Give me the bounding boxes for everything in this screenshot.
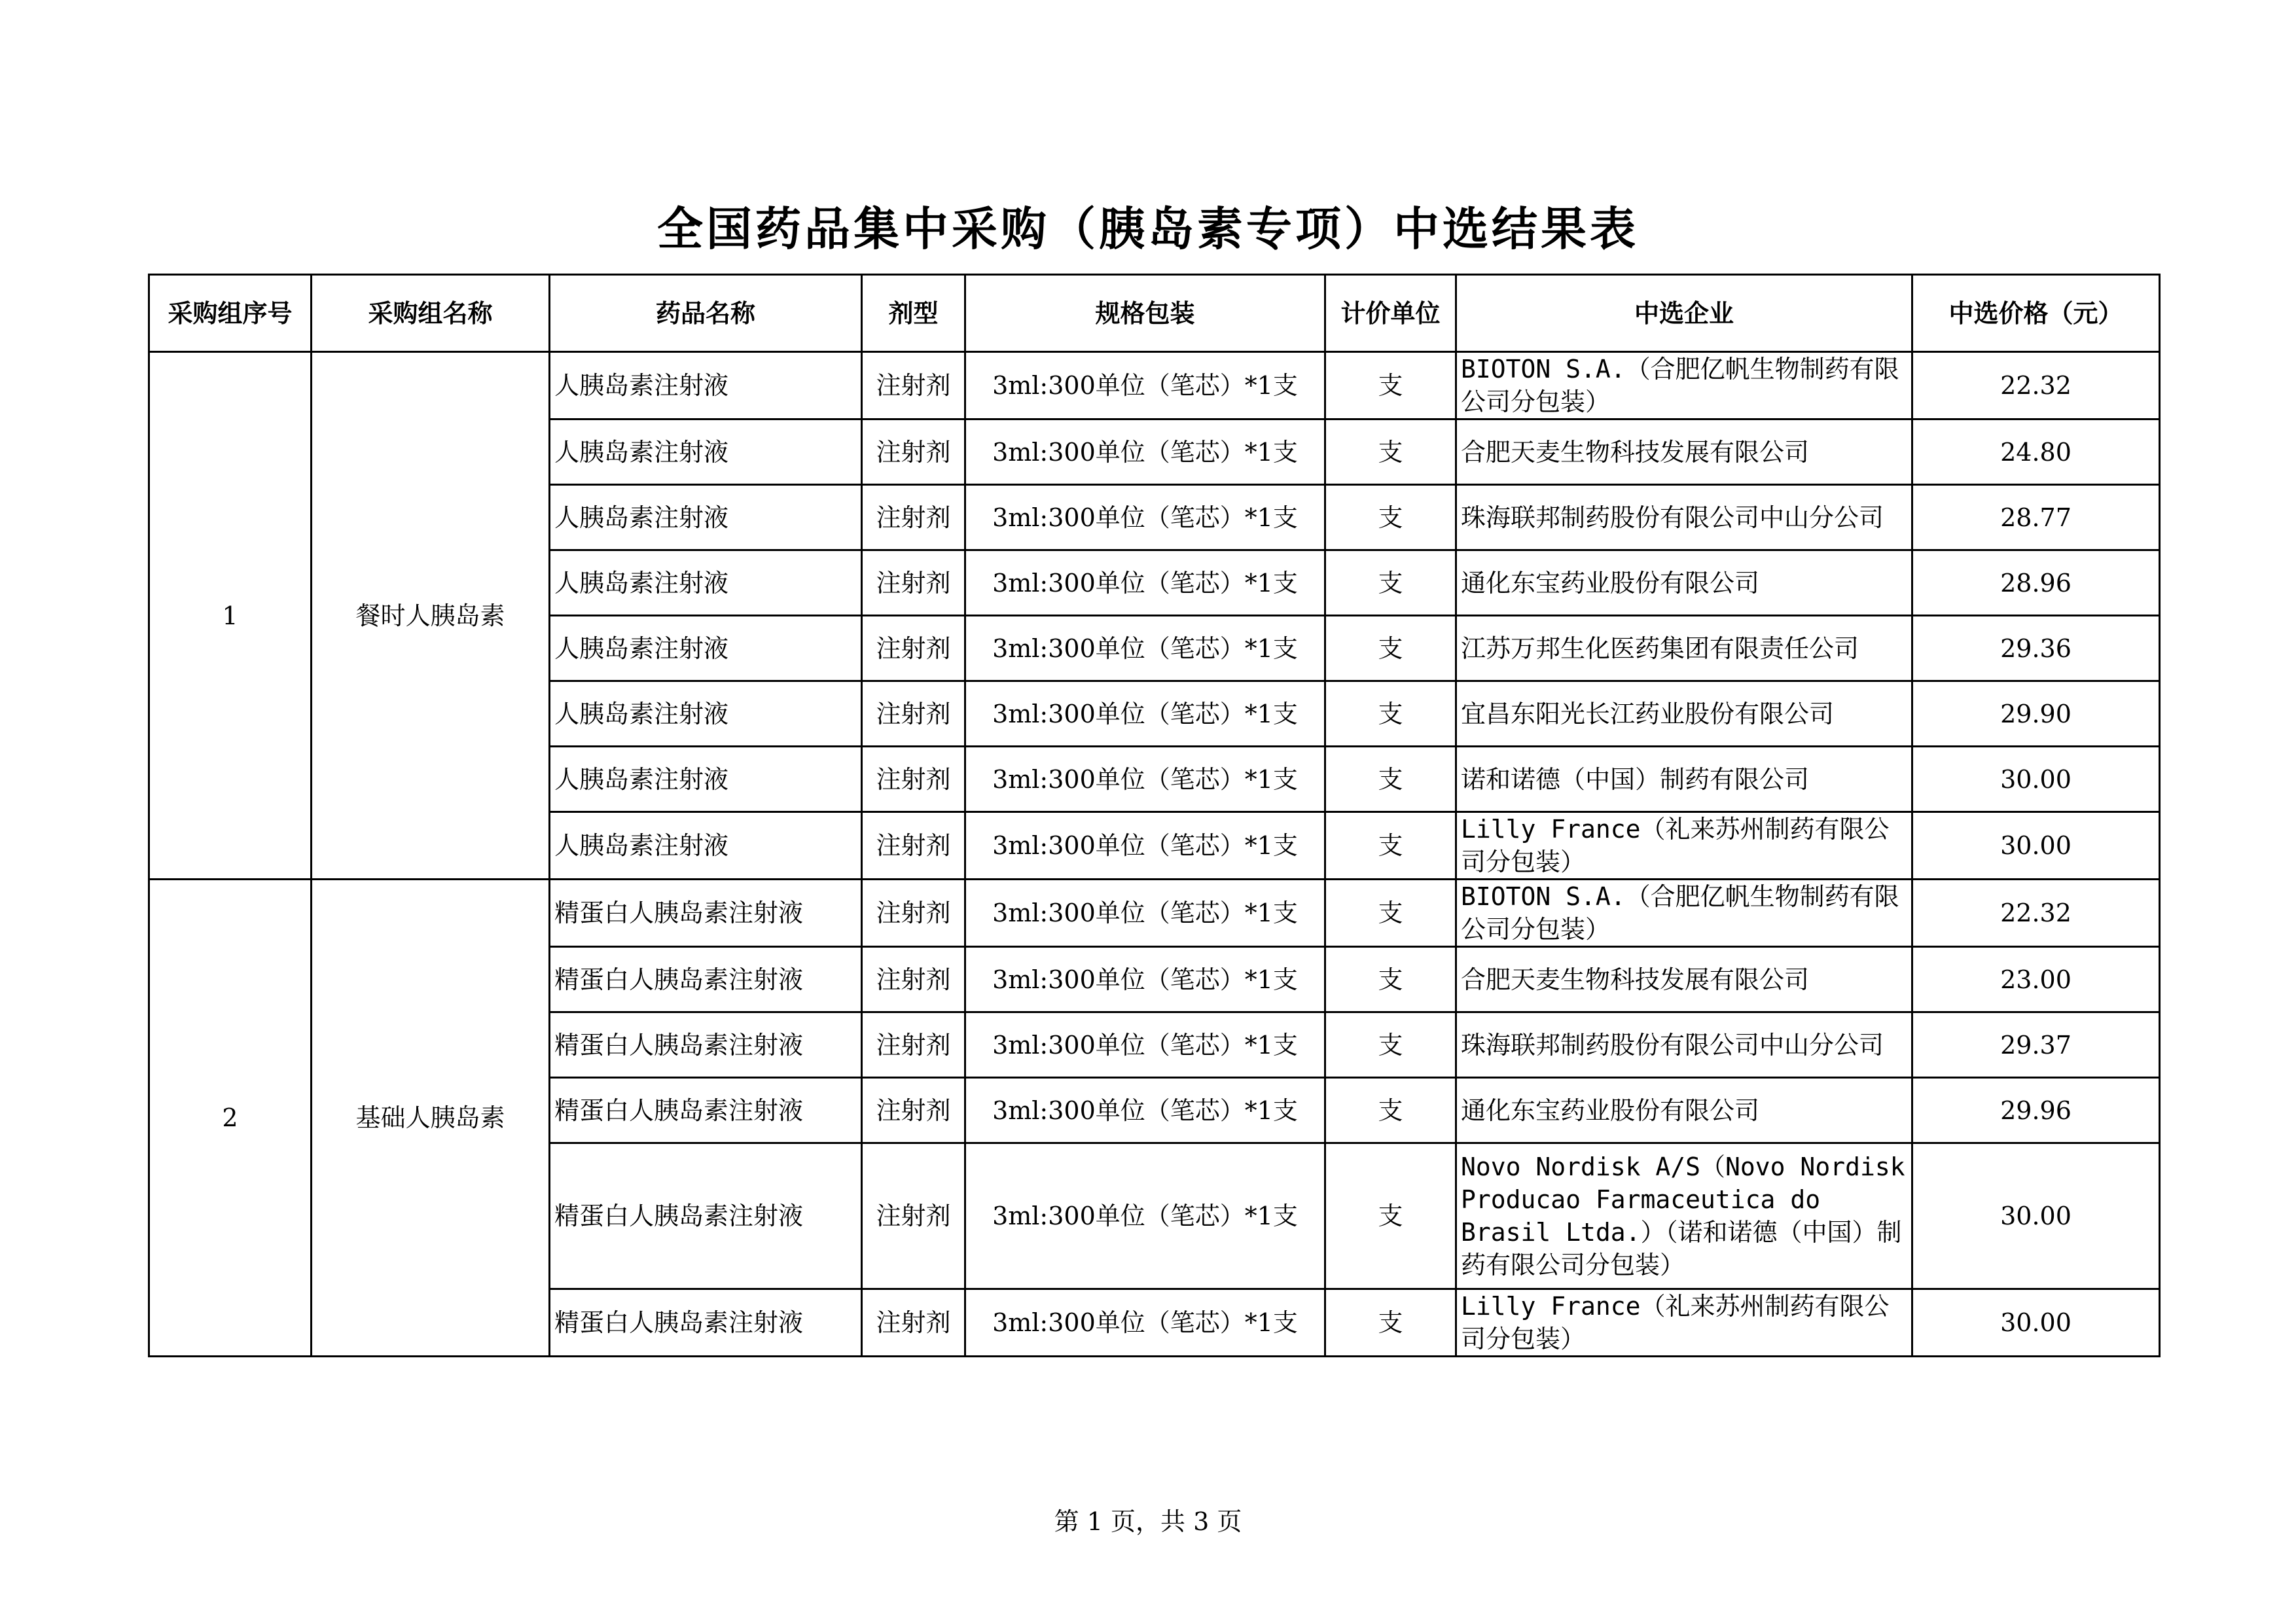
drug-name-cell: 精蛋白人胰岛素注射液	[550, 1289, 862, 1357]
spec-cell: 3ml:300单位（笔芯）*1支	[965, 616, 1325, 681]
unit-cell: 支	[1325, 947, 1456, 1012]
drug-name-cell: 人胰岛素注射液	[550, 419, 862, 485]
company-cell: 珠海联邦制药股份有限公司中山分公司	[1456, 1012, 1912, 1078]
spec-cell: 3ml:300单位（笔芯）*1支	[965, 681, 1325, 747]
page-title: 全国药品集中采购（胰岛素专项）中选结果表	[657, 202, 1639, 256]
company-cell: BIOTON S.A.（合肥亿帆生物制药有限公司分包装）	[1456, 352, 1912, 419]
spec-cell: 3ml:300单位（笔芯）*1支	[965, 1012, 1325, 1078]
drug-name-cell: 精蛋白人胰岛素注射液	[550, 947, 862, 1012]
price-cell: 24.80	[1912, 419, 2160, 485]
company-cell: Lilly France（礼来苏州制药有限公司分包装）	[1456, 812, 1912, 880]
spec-cell: 3ml:300单位（笔芯）*1支	[965, 880, 1325, 947]
company-cell: 诺和诺德（中国）制药有限公司	[1456, 747, 1912, 812]
unit-cell: 支	[1325, 1289, 1456, 1357]
unit-cell: 支	[1325, 485, 1456, 550]
dosage-form-cell: 注射剂	[862, 681, 965, 747]
spec-cell: 3ml:300单位（笔芯）*1支	[965, 485, 1325, 550]
unit-cell: 支	[1325, 681, 1456, 747]
drug-name-cell: 人胰岛素注射液	[550, 352, 862, 419]
price-cell: 30.00	[1912, 747, 2160, 812]
drug-name-cell: 精蛋白人胰岛素注射液	[550, 880, 862, 947]
price-cell: 22.32	[1912, 352, 2160, 419]
group-name-cell: 餐时人胰岛素	[312, 352, 550, 880]
unit-cell: 支	[1325, 1012, 1456, 1078]
price-cell: 29.36	[1912, 616, 2160, 681]
unit-cell: 支	[1325, 550, 1456, 616]
dosage-form-cell: 注射剂	[862, 812, 965, 880]
unit-cell: 支	[1325, 352, 1456, 419]
dosage-form-cell: 注射剂	[862, 1078, 965, 1143]
price-cell: 30.00	[1912, 812, 2160, 880]
results-table	[148, 274, 2161, 1357]
unit-cell: 支	[1325, 419, 1456, 485]
drug-name-cell: 人胰岛素注射液	[550, 616, 862, 681]
company-cell: 合肥天麦生物科技发展有限公司	[1456, 419, 1912, 485]
unit-cell: 支	[1325, 880, 1456, 947]
company-cell: 通化东宝药业股份有限公司	[1456, 1078, 1912, 1143]
spec-cell: 3ml:300单位（笔芯）*1支	[965, 352, 1325, 419]
price-cell: 30.00	[1912, 1289, 2160, 1357]
spec-cell: 3ml:300单位（笔芯）*1支	[965, 550, 1325, 616]
drug-name-cell: 人胰岛素注射液	[550, 485, 862, 550]
spec-cell: 3ml:300单位（笔芯）*1支	[965, 747, 1325, 812]
unit-cell: 支	[1325, 616, 1456, 681]
drug-name-cell: 人胰岛素注射液	[550, 747, 862, 812]
price-cell: 22.32	[1912, 880, 2160, 947]
drug-name-cell: 人胰岛素注射液	[550, 550, 862, 616]
dosage-form-cell: 注射剂	[862, 419, 965, 485]
dosage-form-cell: 注射剂	[862, 352, 965, 419]
company-cell: 珠海联邦制药股份有限公司中山分公司	[1456, 485, 1912, 550]
drug-name-cell: 精蛋白人胰岛素注射液	[550, 1078, 862, 1143]
price-cell: 29.37	[1912, 1012, 2160, 1078]
company-cell: Novo Nordisk A/S（Novo Nordisk Producao Farmaceutica do Brasil Ltda.）（诺和诺德（中国）制药有限公司分包装）	[1456, 1143, 1912, 1289]
company-cell: 江苏万邦生化医药集团有限责任公司	[1456, 616, 1912, 681]
spec-cell: 3ml:300单位（笔芯）*1支	[965, 947, 1325, 1012]
spec-cell: 3ml:300单位（笔芯）*1支	[965, 1143, 1325, 1289]
header-unit: 计价单位	[1325, 275, 1456, 352]
table-row	[149, 352, 2160, 419]
spec-cell: 3ml:300单位（笔芯）*1支	[965, 812, 1325, 880]
group-no-cell: 2	[149, 880, 312, 1357]
spec-cell: 3ml:300单位（笔芯）*1支	[965, 419, 1325, 485]
price-cell: 28.96	[1912, 550, 2160, 616]
price-cell: 29.90	[1912, 681, 2160, 747]
dosage-form-cell: 注射剂	[862, 747, 965, 812]
drug-name-cell: 人胰岛素注射液	[550, 812, 862, 880]
dosage-form-cell: 注射剂	[862, 880, 965, 947]
header-group-name: 采购组名称	[312, 275, 550, 352]
company-cell: 宜昌东阳光长江药业股份有限公司	[1456, 681, 1912, 747]
header-price: 中选价格（元）	[1912, 275, 2160, 352]
unit-cell: 支	[1325, 1143, 1456, 1289]
spec-cell: 3ml:300单位（笔芯）*1支	[965, 1289, 1325, 1357]
dosage-form-cell: 注射剂	[862, 947, 965, 1012]
dosage-form-cell: 注射剂	[862, 616, 965, 681]
unit-cell: 支	[1325, 1078, 1456, 1143]
header-dosage-form: 剂型	[862, 275, 965, 352]
drug-name-cell: 精蛋白人胰岛素注射液	[550, 1143, 862, 1289]
drug-name-cell: 精蛋白人胰岛素注射液	[550, 1012, 862, 1078]
header-spec: 规格包装	[965, 275, 1325, 352]
spec-cell: 3ml:300单位（笔芯）*1支	[965, 1078, 1325, 1143]
dosage-form-cell: 注射剂	[862, 1012, 965, 1078]
price-cell: 28.77	[1912, 485, 2160, 550]
company-cell: Lilly France（礼来苏州制药有限公司分包装）	[1456, 1289, 1912, 1357]
header-company: 中选企业	[1456, 275, 1912, 352]
dosage-form-cell: 注射剂	[862, 485, 965, 550]
unit-cell: 支	[1325, 812, 1456, 880]
price-cell: 23.00	[1912, 947, 2160, 1012]
company-cell: BIOTON S.A.（合肥亿帆生物制药有限公司分包装）	[1456, 880, 1912, 947]
group-name-cell: 基础人胰岛素	[312, 880, 550, 1357]
price-cell: 29.96	[1912, 1078, 2160, 1143]
header-drug-name: 药品名称	[550, 275, 862, 352]
dosage-form-cell: 注射剂	[862, 550, 965, 616]
price-cell: 30.00	[1912, 1143, 2160, 1289]
table-row	[149, 880, 2160, 947]
unit-cell: 支	[1325, 747, 1456, 812]
header-group-no: 采购组序号	[149, 275, 312, 352]
dosage-form-cell: 注射剂	[862, 1289, 965, 1357]
drug-name-cell: 人胰岛素注射液	[550, 681, 862, 747]
group-no-cell: 1	[149, 352, 312, 880]
page-footer: 第 1 页，共 3 页	[1054, 1507, 1242, 1536]
company-cell: 通化东宝药业股份有限公司	[1456, 550, 1912, 616]
company-cell: 合肥天麦生物科技发展有限公司	[1456, 947, 1912, 1012]
table-header-row	[149, 275, 2160, 352]
dosage-form-cell: 注射剂	[862, 1143, 965, 1289]
